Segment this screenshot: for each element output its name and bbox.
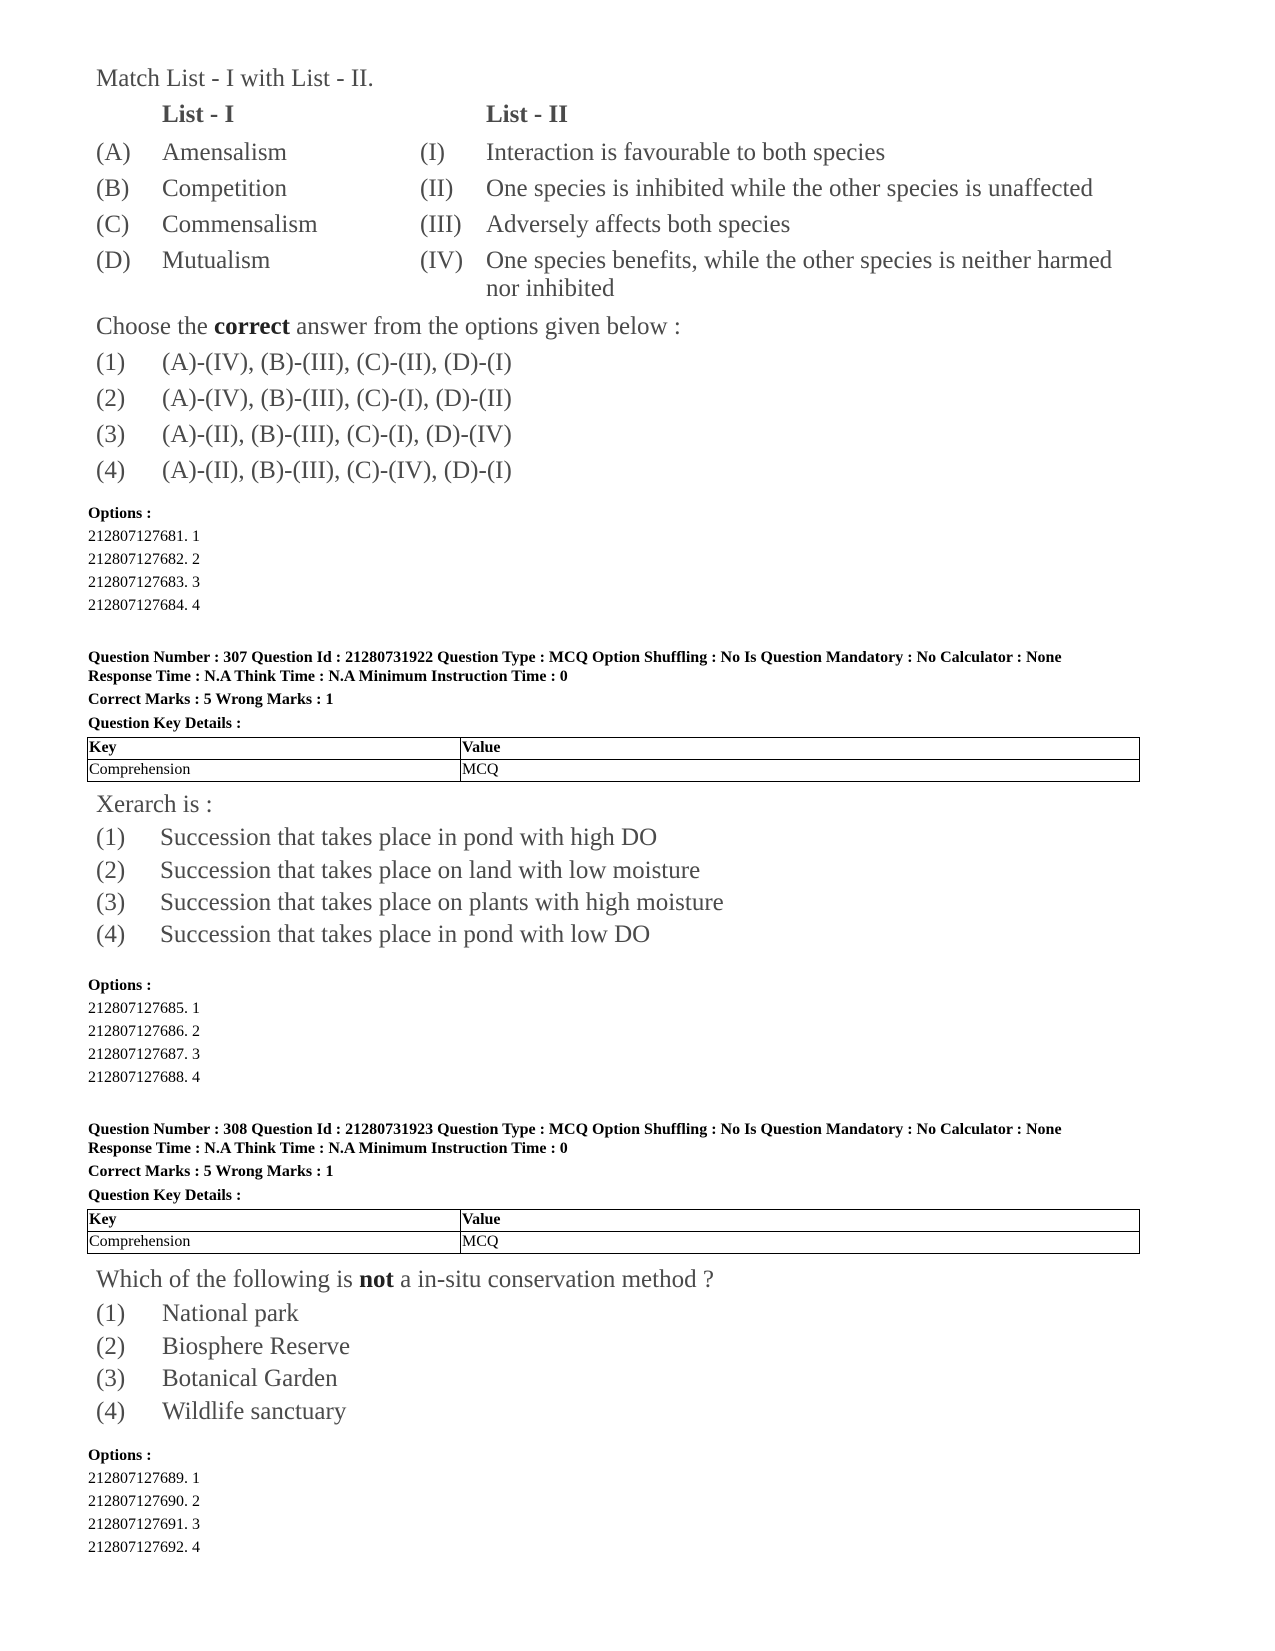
options-label: Options : — [88, 977, 152, 994]
q306-stem: Match List - I with List - II. — [96, 65, 374, 92]
options-label: Options : — [88, 505, 152, 522]
question-meta-line1: Question Number : 307 Question Id : 21280731922 Question Type : MCQ Option Shuffling : No Is Question Mandatory : No Calculator : None — [88, 649, 1062, 666]
options-label: Options : — [88, 1447, 152, 1464]
answer-number: (2) — [96, 1333, 126, 1360]
answer-number: (4) — [96, 457, 126, 484]
option-item: 212807127684. 4 — [88, 597, 200, 614]
answer-number: (3) — [96, 421, 126, 448]
option-item: 212807127689. 1 — [88, 1470, 200, 1487]
answer-text: National park — [162, 1300, 299, 1327]
answer-text: Biosphere Reserve — [162, 1333, 351, 1360]
list1-label: (B) — [96, 175, 130, 202]
list2-label: (I) — [420, 139, 445, 166]
list2-label: (III) — [420, 211, 462, 238]
option-item: 212807127685. 1 — [88, 1000, 200, 1017]
answer-number: (1) — [96, 824, 126, 851]
marks-line: Correct Marks : 5 Wrong Marks : 1 — [88, 691, 334, 708]
list2-header: List - II — [486, 101, 568, 128]
table-row — [88, 1232, 1140, 1254]
table-cell-value: MCQ — [461, 760, 1140, 782]
answer-text: (A)-(II), (B)-(III), (C)-(I), (D)-(IV) — [162, 421, 512, 448]
table-cell-key: Comprehension — [88, 760, 461, 782]
option-item: 212807127686. 2 — [88, 1023, 200, 1040]
table-cell-key: Comprehension — [88, 1232, 461, 1254]
table-header-key: Key — [88, 738, 461, 760]
answer-text: (A)-(II), (B)-(III), (C)-(IV), (D)-(I) — [162, 457, 512, 484]
answer-text: Succession that takes place in pond with low DO — [160, 921, 651, 948]
stem-post: a in-situ conservation method ? — [393, 1266, 714, 1293]
question-meta-line2: Response Time : N.A Think Time : N.A Minimum Instruction Time : 0 — [88, 668, 568, 685]
list1-text: Mutualism — [162, 247, 271, 274]
key-details-table — [87, 737, 1140, 782]
answer-number: (4) — [96, 921, 126, 948]
key-details-table — [87, 1209, 1140, 1254]
answer-number: (4) — [96, 1398, 126, 1425]
list2-text: One species benefits, while the other species is neither harmed — [486, 247, 1113, 274]
stem-bold: not — [359, 1266, 394, 1293]
answer-text: (A)-(IV), (B)-(III), (C)-(I), (D)-(II) — [162, 385, 512, 412]
answer-number: (1) — [96, 1300, 126, 1327]
answer-number: (2) — [96, 385, 126, 412]
list2-text: Adversely affects both species — [486, 211, 791, 238]
list1-label: (C) — [96, 211, 130, 238]
table-header-value: Value — [461, 1210, 1140, 1232]
question-meta-line2: Response Time : N.A Think Time : N.A Minimum Instruction Time : 0 — [88, 1140, 568, 1157]
q307-question-image — [0, 780, 1275, 960]
list2-label: (II) — [420, 175, 454, 202]
table-cell-value: MCQ — [461, 1232, 1140, 1254]
table-row — [88, 760, 1140, 782]
q308-stem — [96, 1267, 714, 1292]
choose-pre: Choose the — [96, 313, 215, 340]
list1-text: Commensalism — [162, 211, 318, 238]
list2-label: (IV) — [420, 247, 464, 274]
stem-pre: Which of the following is — [96, 1266, 360, 1293]
table-header-row — [88, 1210, 1140, 1232]
list2-text: Interaction is favourable to both species — [486, 139, 886, 166]
answer-number: (3) — [96, 889, 126, 916]
list1-header: List - I — [162, 101, 235, 128]
list2-text-continued: nor inhibited — [486, 275, 615, 302]
answer-number: (3) — [96, 1365, 126, 1392]
option-item: 212807127682. 2 — [88, 551, 200, 568]
list1-text: Amensalism — [162, 139, 287, 166]
option-item: 212807127681. 1 — [88, 528, 200, 545]
key-details-label: Question Key Details : — [88, 1187, 242, 1204]
list2-text: One species is inhibited while the other species is unaffected — [486, 175, 1093, 202]
option-item: 212807127687. 3 — [88, 1046, 200, 1063]
answer-text: Botanical Garden — [162, 1365, 338, 1392]
key-details-label: Question Key Details : — [88, 715, 242, 732]
table-header-value: Value — [461, 738, 1140, 760]
q307-stem: Xerarch is : — [96, 791, 213, 818]
list1-text: Competition — [162, 175, 287, 202]
list1-label: (D) — [96, 247, 131, 274]
choose-instruction — [96, 314, 681, 339]
answer-text: Wildlife sanctuary — [162, 1398, 347, 1425]
q306-question-image — [0, 0, 1275, 500]
option-item: 212807127692. 4 — [88, 1539, 200, 1556]
question-meta-line1: Question Number : 308 Question Id : 21280731923 Question Type : MCQ Option Shuffling : No Is Question Mandatory : No Calculator : None — [88, 1121, 1062, 1138]
answer-text: (A)-(IV), (B)-(III), (C)-(II), (D)-(I) — [162, 349, 512, 376]
answer-text: Succession that takes place on land with low moisture — [160, 857, 701, 884]
option-item: 212807127691. 3 — [88, 1516, 200, 1533]
choose-bold: correct — [214, 313, 290, 340]
answer-number: (2) — [96, 857, 126, 884]
table-header-key: Key — [88, 1210, 461, 1232]
option-item: 212807127690. 2 — [88, 1493, 200, 1510]
choose-post: answer from the options given below : — [289, 313, 681, 340]
option-item: 212807127683. 3 — [88, 574, 200, 591]
option-item: 212807127688. 4 — [88, 1069, 200, 1086]
answer-text: Succession that takes place in pond with high DO — [160, 824, 658, 851]
q308-question-image — [0, 1255, 1275, 1435]
marks-line: Correct Marks : 5 Wrong Marks : 1 — [88, 1163, 334, 1180]
list1-label: (A) — [96, 139, 131, 166]
table-header-row — [88, 738, 1140, 760]
answer-text: Succession that takes place on plants with high moisture — [160, 889, 724, 916]
answer-number: (1) — [96, 349, 126, 376]
